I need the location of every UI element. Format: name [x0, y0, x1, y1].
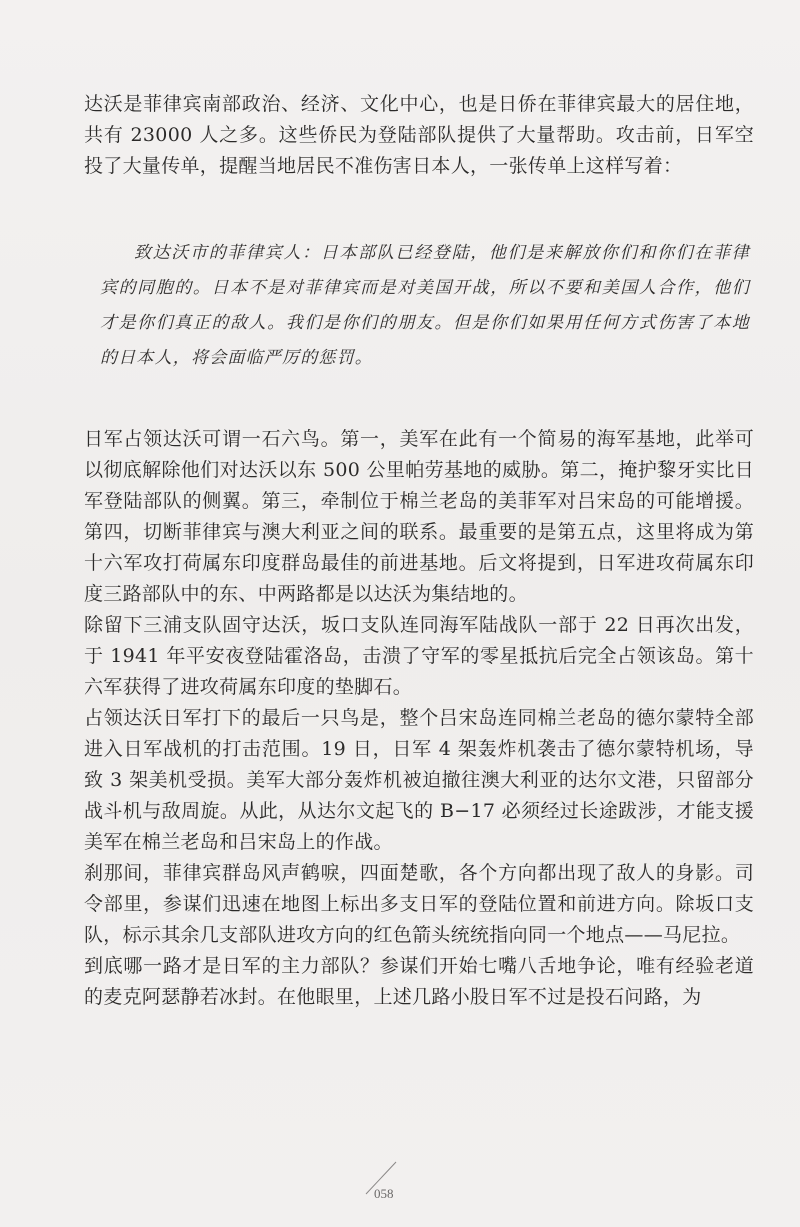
body-paragraph-5: 到底哪一路才是日军的主力部队？参谋们开始七嘴八舌地争论，唯有经验老道的麦克阿瑟静若冰封。在他眼里，上述几路小股日军不过是投石问路，为: [84, 955, 754, 1008]
intro-block: [84, 89, 754, 182]
body-block: [84, 424, 754, 1013]
body-paragraph-1: 日军占领达沃可谓一石六鸟。第一，美军在此有一个简易的海军基地，此举可以彻底解除他们对达沃以东 500 公里帕劳基地的威胁。第二，掩护黎牙实比日军登陆部队的侧翼。第三，牵制位于棉兰老岛的美菲军对吕宋岛的可能增援。第四，切断菲律宾与澳大利亚之间的联系。最重要的是第五点，这里将成为第十六军攻打荷属东印度群岛最佳的前进基地。后文将提到，日军进攻荷属东印度三路部队中的东、中两路都是以达沃为集结地的。: [84, 428, 754, 605]
body-paragraph-2: 除留下三浦支队固守达沃，坂口支队连同海军陆战队一部于 22 日再次出发，于 1941 年平安夜登陆霍洛岛，击溃了守军的零星抵抗后完全占领该岛。第十六军获得了进攻荷属东印度的垫脚石。: [84, 614, 754, 698]
intro-paragraph: 达沃是菲律宾南部政治、经济、文化中心，也是日侨在菲律宾最大的居住地，共有 23000 人之多。这些侨民为登陆部队提供了大量帮助。攻击前，日军空投了大量传单，提醒当地居民不准伤害日本人，一张传单上这样写着：: [84, 93, 754, 177]
body-paragraph-4: 刹那间，菲律宾群岛风声鹤唳，四面楚歌，各个方向都出现了敌人的身影。司令部里，参谋们迅速在地图上标出多支日军的登陆位置和前进方向。除坂口支队，标示其余几支部队进攻方向的红色箭头统统指向同一个地点——马尼拉。: [84, 862, 754, 946]
page-number: 058: [374, 1186, 394, 1201]
leaflet-quote: 致达沃市的菲律宾人：日本部队已经登陆，他们是来解放你们和你们在菲律宾的同胞的。日本不是对菲律宾而是对美国开战，所以不要和美国人合作，他们才是你们真正的敌人。我们是你们的朋友。但是你们如果用任何方式伤害了本地的日本人，将会面临严厉的惩罚。: [100, 243, 750, 368]
body-paragraph-3: 占领达沃日军打下的最后一只鸟是，整个吕宋岛连同棉兰老岛的德尔蒙特全部进入日军战机的打击范围。19 日，日军 4 架轰炸机袭击了德尔蒙特机场，导致 3 架美机受损。美军大部分轰炸机被迫撤往澳大利亚的达尔文港，只留部分战斗机与敌周旋。从此，从达尔文起飞的 B−17 必须经过长途跋涉，才能支援美军在棉兰老岛和吕宋岛上的作战。: [84, 707, 754, 853]
